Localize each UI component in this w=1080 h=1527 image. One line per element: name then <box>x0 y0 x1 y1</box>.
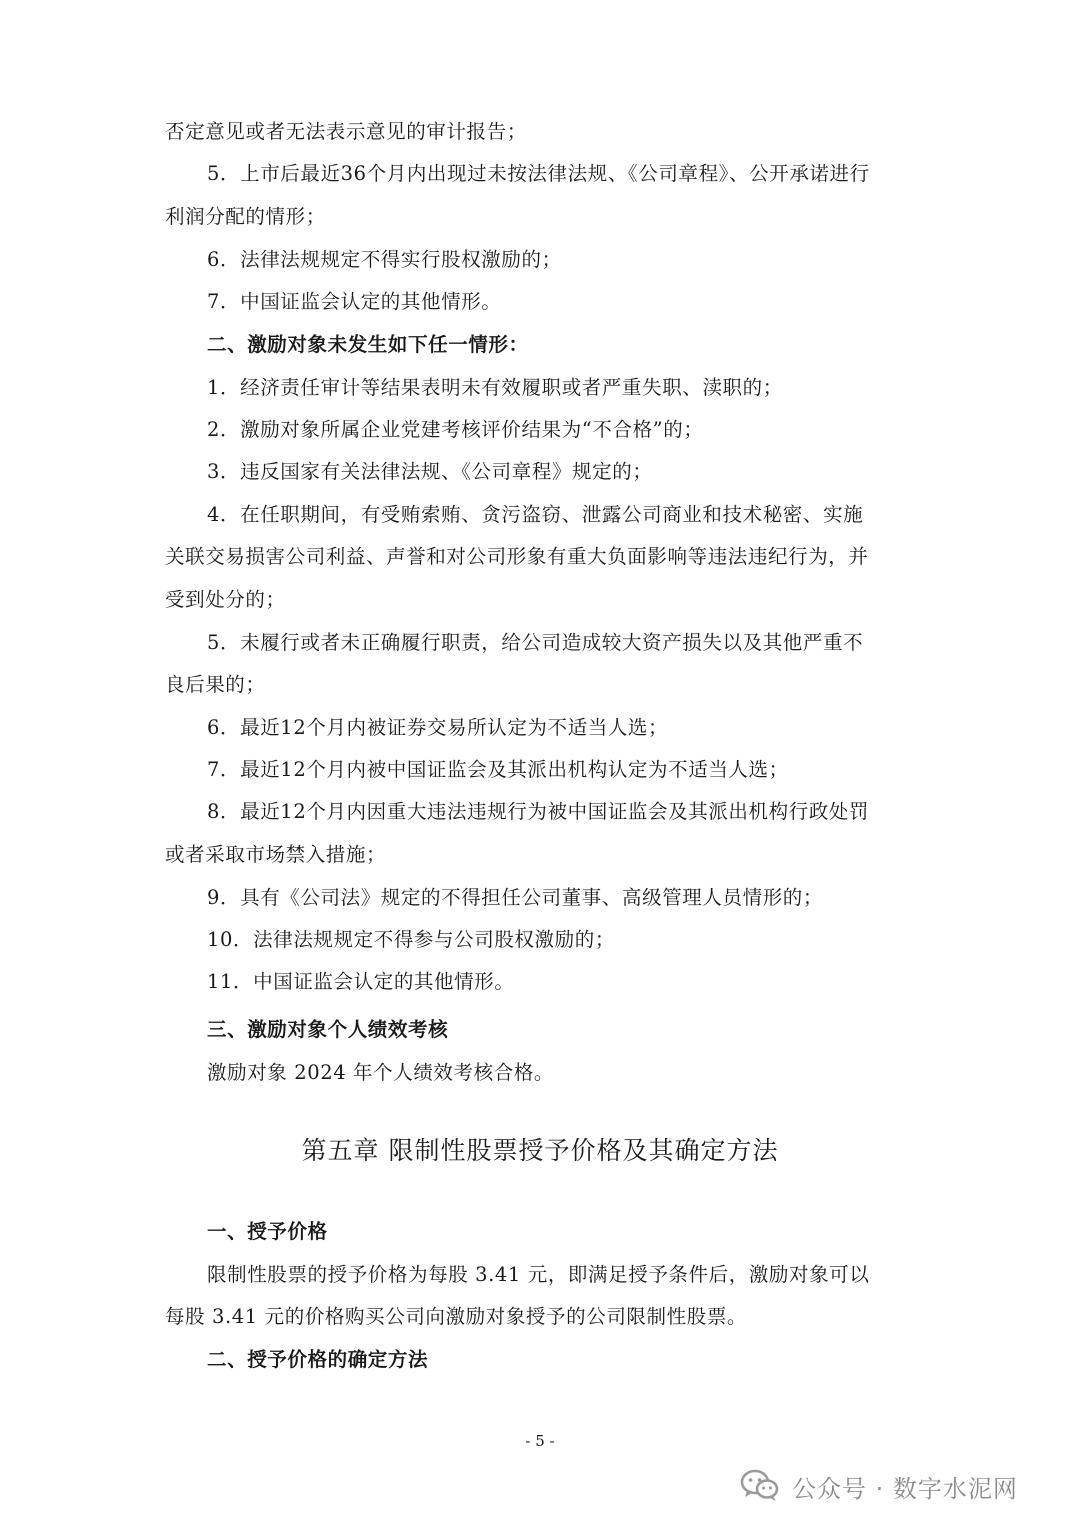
paragraph-line: 限制性股票的授予价格为每股 3.41 元，即满足授予条件后，激励对象可以 <box>207 1263 870 1286</box>
paragraph-line: 受到处分的； <box>165 588 286 611</box>
list-item-line: 11．中国证监会认定的其他情形。 <box>207 970 515 993</box>
chapter-title: 第五章 限制性股票授予价格及其确定方法 <box>301 1136 779 1165</box>
list-item-line: 10．法律法规规定不得参与公司股权激励的； <box>207 928 615 951</box>
list-item-line: 2．激励对象所属企业党建考核评价结果为“不合格”的； <box>207 418 704 441</box>
list-item-line: 5．上市后最近36个月内出现过未按法律法规、《公司章程》、公开承诺进行 <box>207 162 870 185</box>
section-heading: 二、授予价格的确定方法 <box>207 1348 429 1371</box>
paragraph-line: 或者采取市场禁入措施； <box>165 843 387 866</box>
wechat-icon <box>740 1469 780 1503</box>
paragraph-line: 利润分配的情形； <box>165 205 326 228</box>
list-item-line: 6．最近12个月内被证券交易所认定为不适当人选； <box>207 716 669 739</box>
page-number: - 5 - <box>525 1432 555 1450</box>
list-item-line: 7．中国证监会认定的其他情形。 <box>207 290 502 313</box>
section-heading: 二、激励对象未发生如下任一情形： <box>207 333 529 356</box>
watermark-text: 公众号 · 数字水泥网 <box>792 1474 1018 1503</box>
list-item-line: 4．在任职期间，有受贿索贿、贪污盗窃、泄露公司商业和技术秘密、实施 <box>207 503 864 526</box>
paragraph-line: 关联交易损害公司利益、声誉和对公司形象有重大负面影响等违法违纪行为，并 <box>165 545 869 568</box>
paragraph-line: 激励对象 2024 年个人绩效考核合格。 <box>207 1061 555 1084</box>
paragraph-line: 否定意见或者无法表示意见的审计报告； <box>165 120 527 143</box>
paragraph-line: 良后果的； <box>165 673 266 696</box>
list-item-line: 9．具有《公司法》规定的不得担任公司董事、高级管理人员情形的； <box>207 886 824 909</box>
section-heading: 三、激励对象个人绩效考核 <box>207 1018 449 1041</box>
list-item-line: 7．最近12个月内被中国证监会及其派出机构认定为不适当人选； <box>207 758 789 781</box>
paragraph-line: 每股 3.41 元的价格购买公司向激励对象授予的公司限制性股票。 <box>165 1305 748 1328</box>
list-item-line: 3．违反国家有关法律法规、《公司章程》规定的； <box>207 460 653 483</box>
list-item-line: 8．最近12个月内因重大违法违规行为被中国证监会及其派出机构行政处罚 <box>207 800 870 823</box>
section-heading: 一、授予价格 <box>207 1220 328 1243</box>
watermark <box>740 1468 1018 1504</box>
list-item-line: 1．经济责任审计等结果表明未有效履职或者严重失职、渎职的； <box>207 376 783 399</box>
list-item-line: 5．未履行或者未正确履行职责，给公司造成较大资产损失以及其他严重不 <box>207 631 864 654</box>
list-item-line: 6．法律法规规定不得实行股权激励的； <box>207 248 562 271</box>
